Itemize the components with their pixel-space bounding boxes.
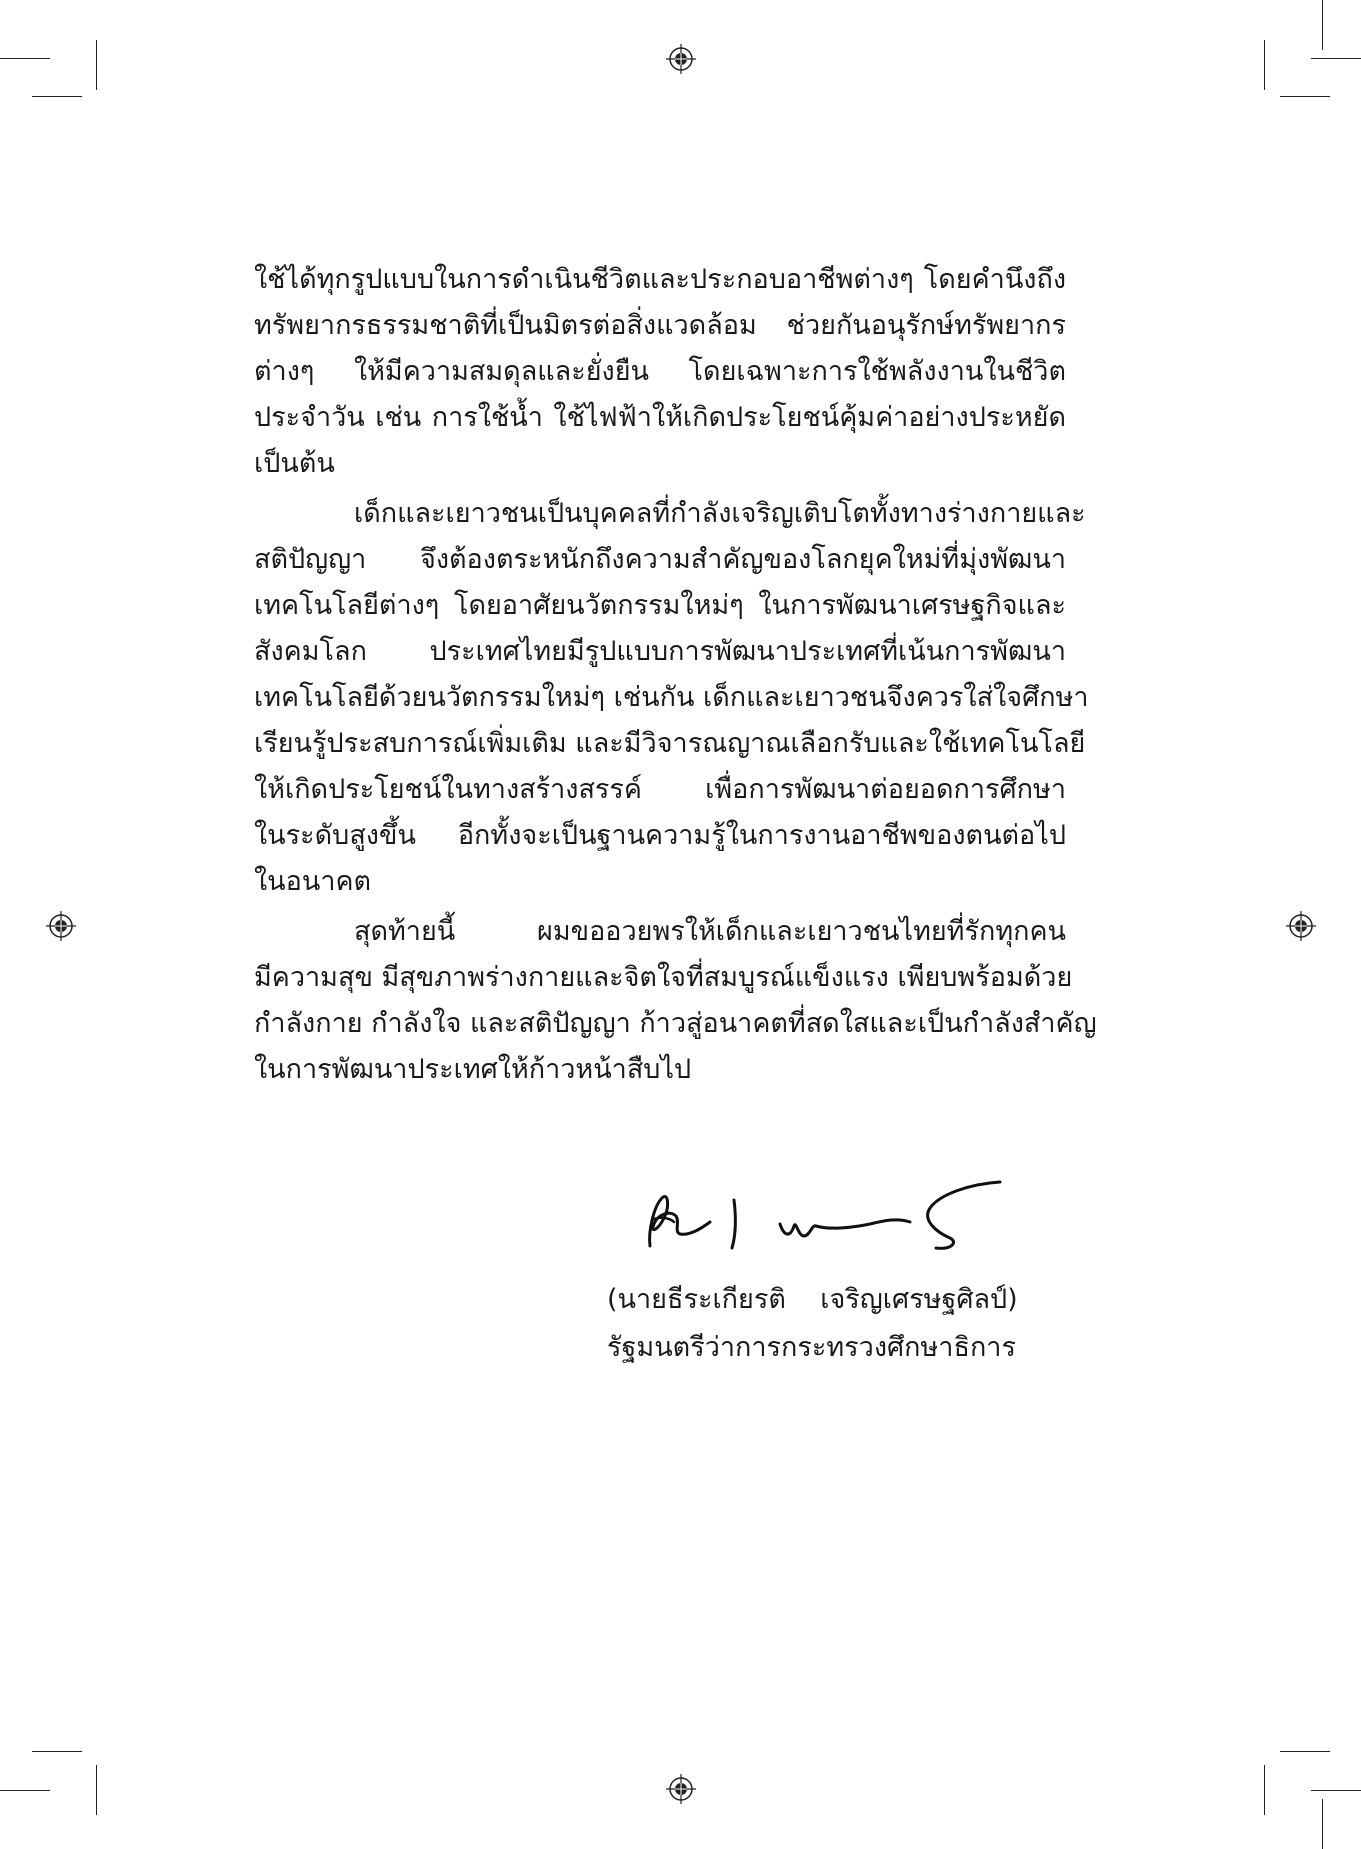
paragraph (254, 491, 1089, 905)
text-line: ในระดับสูงขึ้น อีกทั้งจะเป็นฐานความรู้ในการงานอาชีพของตนต่อไป (254, 820, 1066, 851)
text-line: เรียนรู้ประสบการณ์เพิ่มเติม และมีวิจารณญาณเลือกรับและใช้เทคโนโลยี (254, 728, 1086, 759)
text-line: ประจำวัน เช่น การใช้น้ำ ใช้ไฟฟ้าให้เกิดประโยชน์คุ้มค่าอย่างประหยัด (254, 402, 1066, 433)
crop-mark (1311, 1790, 1361, 1791)
signatory-block (607, 1276, 1067, 1372)
crop-mark (1280, 1751, 1330, 1752)
text-line: เทคโนโลยีต่างๆ โดยอาศัยนวัตกรรมใหม่ๆ ในการพัฒนาเศรษฐกิจและ (254, 590, 1066, 621)
text-line: สังคมโลก ประเทศไทยมีรูปแบบการพัฒนาประเทศที่เน้นการพัฒนา (254, 636, 1066, 667)
paragraph (254, 909, 1097, 1093)
text-line: สติปัญญา จึงต้องตระหนักถึงความสำคัญของโลกยุคใหม่ที่มุ่งพัฒนา (254, 544, 1066, 575)
text-line: ให้เกิดประโยชน์ในทางสร้างสรรค์ เพื่อการพัฒนาต่อยอดการศึกษา (254, 774, 1066, 805)
text-line: สุดท้ายนี้ ผมขออวยพรให้เด็กและเยาวชนไทยที่รักทุกคน (354, 916, 1066, 947)
registration-target-icon (46, 911, 76, 941)
registration-target-icon (1286, 911, 1316, 941)
text-line: เป็นต้น (254, 448, 335, 479)
text-line: เด็กและเยาวชนเป็นบุคคลที่กำลังเจริญเติบโตทั้งทางร่างกายและ (354, 498, 1086, 529)
text-line: ในการพัฒนาประเทศให้ก้าวหน้าสืบไป (254, 1054, 692, 1085)
signatory-name: (นายธีระเกียรติ เจริญเศรษฐศิลป์) (607, 1284, 1018, 1315)
text-line: เทคโนโลยีด้วยนวัตกรรมใหม่ๆ เช่นกัน เด็กและเยาวชนจึงควรใส่ใจศึกษา (254, 682, 1089, 713)
crop-mark (96, 1765, 97, 1815)
crop-mark (96, 40, 97, 90)
crop-mark (1280, 96, 1330, 97)
registration-target-icon (666, 1774, 696, 1804)
crop-mark (1311, 58, 1361, 59)
crop-mark (0, 58, 50, 59)
paragraph (254, 257, 1066, 487)
signatory-position: รัฐมนตรีว่าการกระทรวงศึกษาธิการ (607, 1332, 1016, 1363)
crop-mark (1322, 0, 1323, 50)
text-line: มีความสุข มีสุขภาพร่างกายและจิตใจที่สมบูรณ์แข็งแรง เพียบพร้อมด้วย (254, 962, 1073, 993)
registration-target-icon (666, 44, 696, 74)
letter-body (254, 257, 1097, 1093)
text-line: กำลังกาย กำลังใจ และสติปัญญา ก้าวสู่อนาคตที่สดใสและเป็นกำลังสำคัญ (254, 1008, 1097, 1039)
crop-mark (1264, 40, 1265, 90)
crop-mark (32, 96, 82, 97)
handwritten-signature (640, 1176, 1010, 1256)
crop-mark (0, 1790, 50, 1791)
text-line: ทรัพยากรธรรมชาติที่เป็นมิตรต่อสิ่งแวดล้อม ช่วยกันอนุรักษ์ทรัพยากร (254, 310, 1066, 341)
text-line: ใช้ได้ทุกรูปแบบในการดำเนินชีวิตและประกอบอาชีพต่างๆ โดยคำนึงถึง (254, 264, 1066, 295)
crop-mark (1264, 1765, 1265, 1815)
text-line: ต่างๆ ให้มีความสมดุลและยั่งยืน โดยเฉพาะการใช้พลังงานในชีวิต (254, 356, 1066, 387)
crop-mark (1322, 1799, 1323, 1849)
crop-mark (32, 1751, 82, 1752)
text-line: ในอนาคต (254, 866, 372, 897)
